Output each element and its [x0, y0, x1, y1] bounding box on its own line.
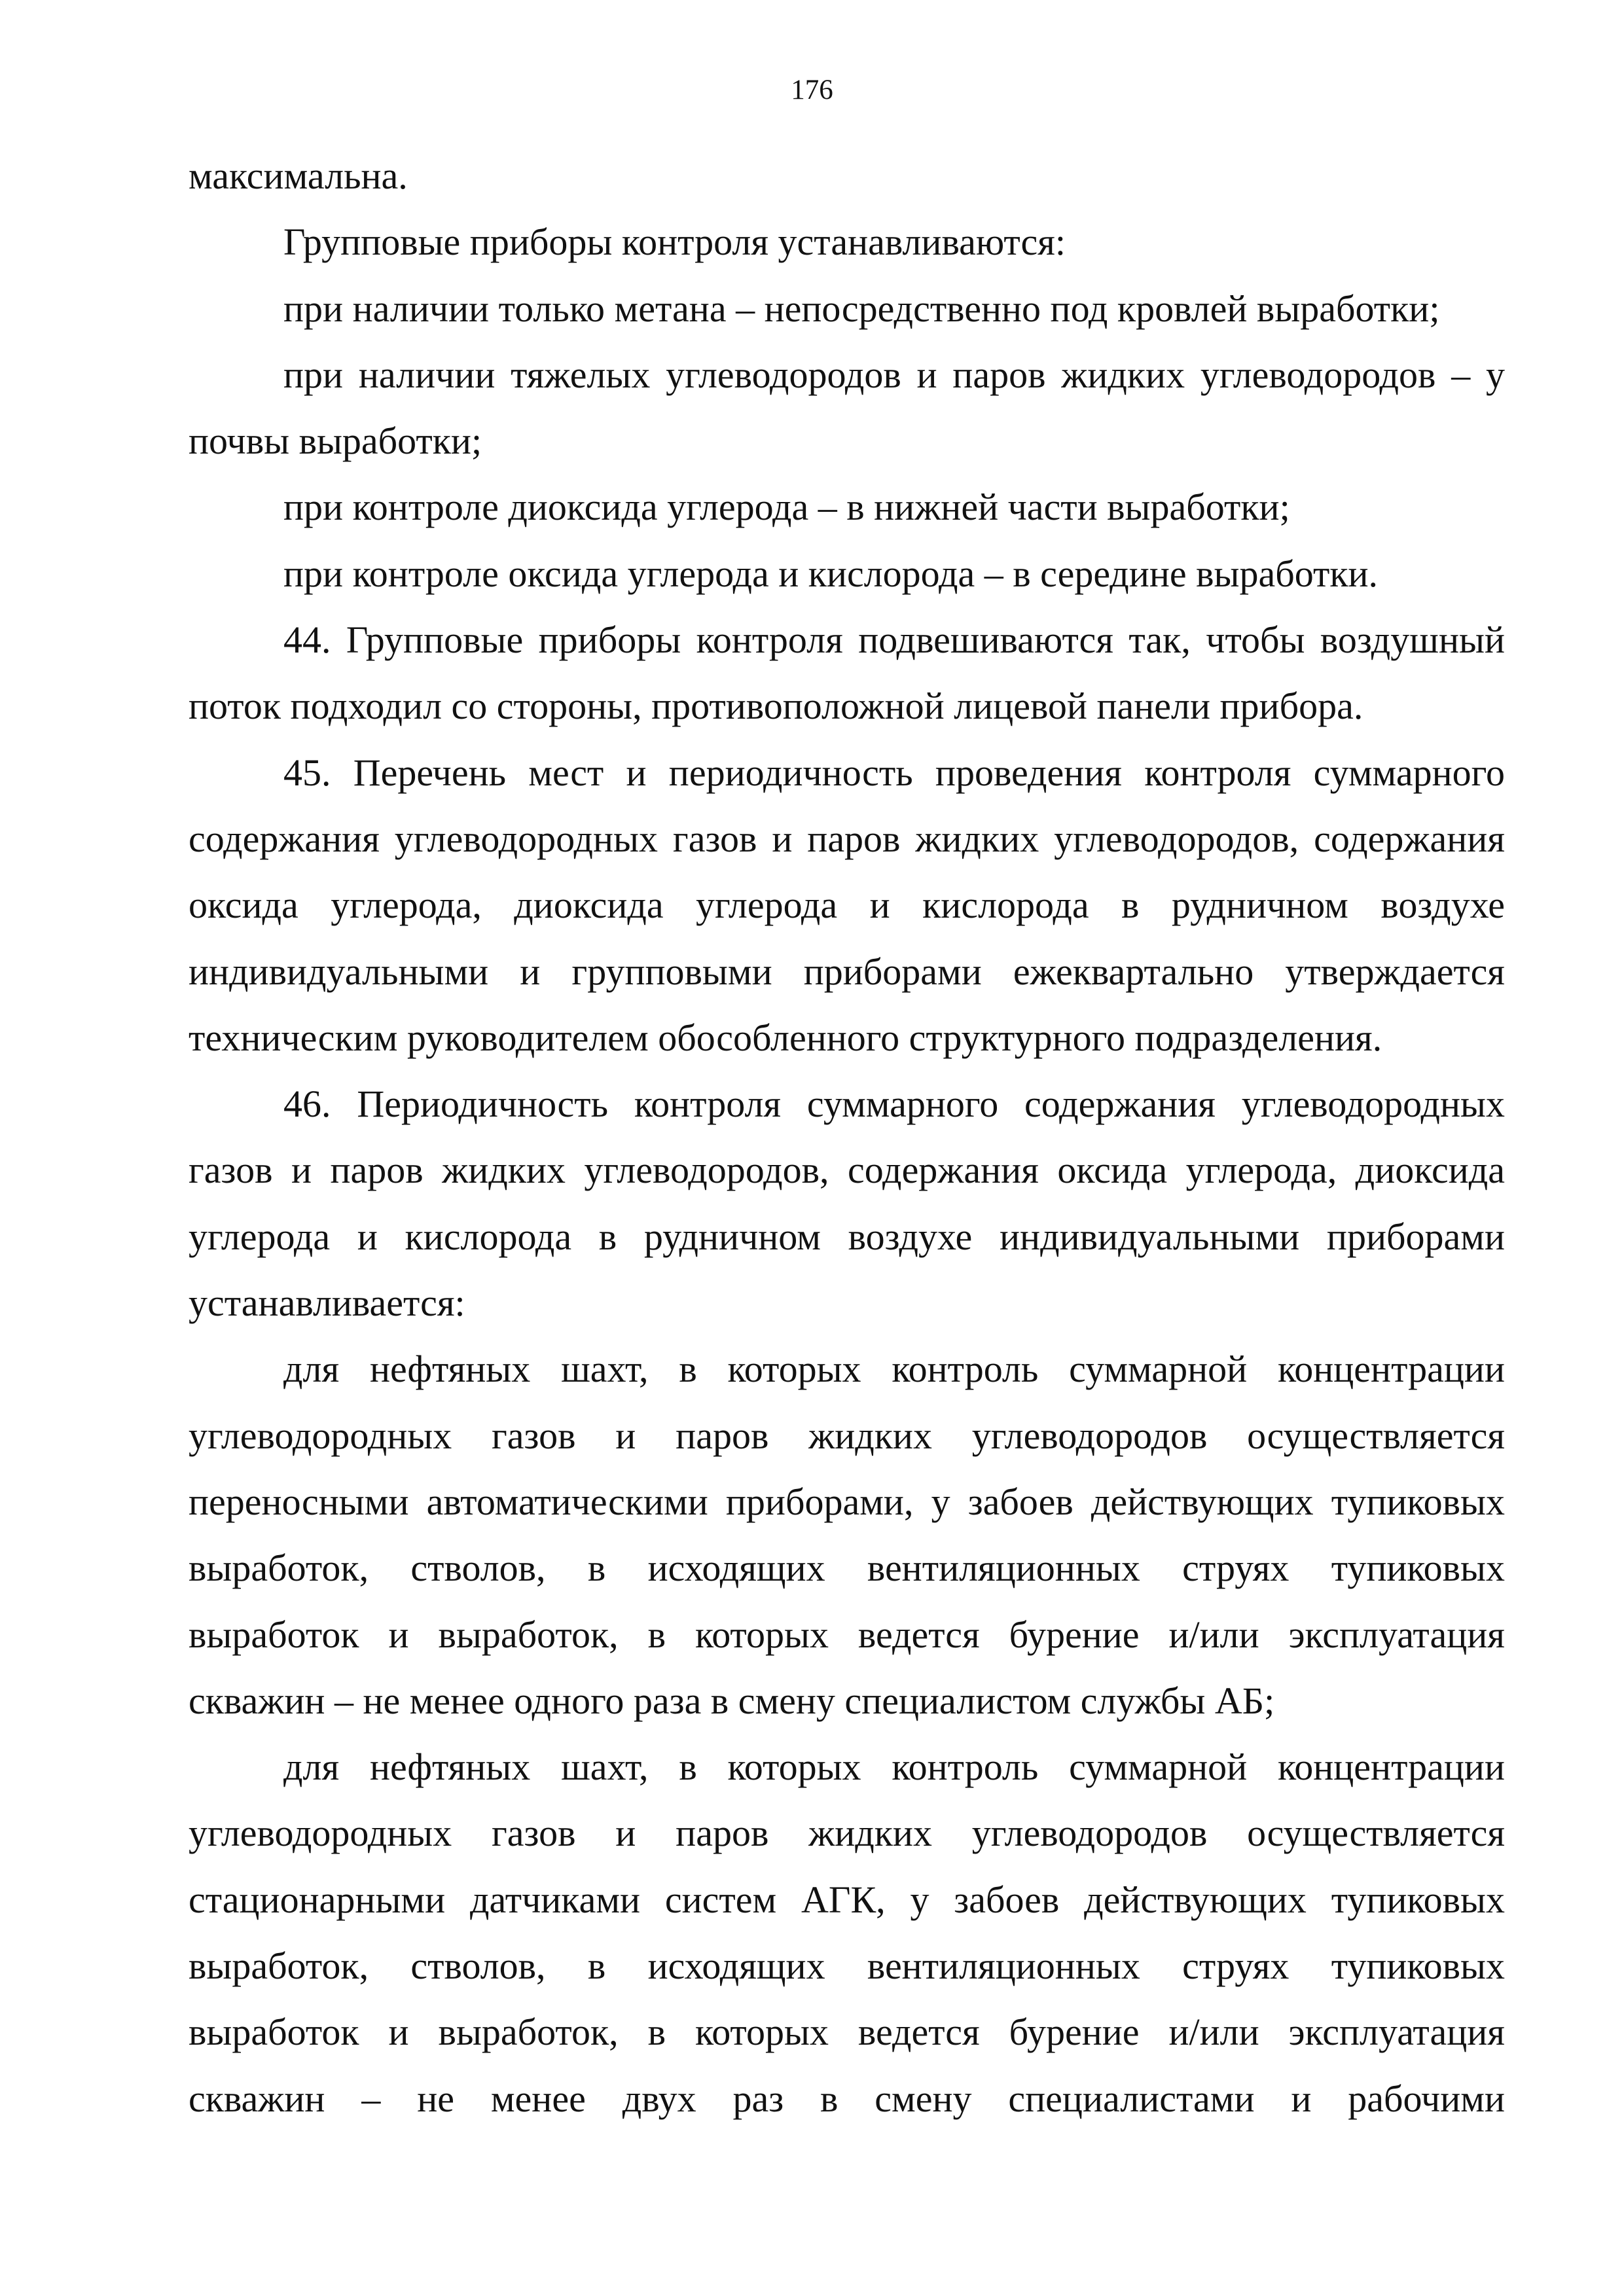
text-line: поток подходил со стороны, противоположной лицевой панели прибора. [189, 685, 1363, 728]
text-line: углеводородных газов и паров жидких углеводородов осуществляется [189, 1414, 1505, 1457]
text-line: выработок и выработок, в которых ведется бурение и/или эксплуатация [189, 2011, 1505, 2054]
text-line: выработок, стволов, в исходящих вентиляционных струях тупиковых [189, 1945, 1505, 1988]
text-line: выработок и выработок, в которых ведется бурение и/или эксплуатация [189, 1613, 1505, 1656]
text-line: максимальна. [189, 154, 408, 197]
text-line: скважин – не менее одного раза в смену специалистом службы АБ; [189, 1679, 1275, 1722]
text-line: углеводородных газов и паров жидких углеводородов осуществляется [189, 1812, 1505, 1855]
text-line: почвы выработки; [189, 420, 482, 463]
text-line: содержания углеводородных газов и паров жидких углеводородов, содержания [189, 817, 1505, 860]
text-line: 46. Периодичность контроля суммарного содержания углеводородных [283, 1083, 1505, 1126]
text-line: 44. Групповые приборы контроля подвешиваются так, чтобы воздушный [283, 619, 1505, 662]
text-line: газов и паров жидких углеводородов, содержания оксида углерода, диоксида [189, 1149, 1505, 1192]
body-text [189, 143, 1505, 2132]
page-number: 176 [791, 75, 833, 105]
text-line: при наличии только метана – непосредственно под кровлей выработки; [283, 287, 1440, 330]
text-line: устанавливается: [189, 1282, 465, 1325]
text-line: индивидуальными и групповыми приборами ежеквартально утверждается [189, 950, 1505, 993]
text-line: при контроле оксида углерода и кислорода – в середине выработки. [283, 552, 1379, 595]
text-line: техническим руководителем обособленного структурного подразделения. [189, 1016, 1382, 1059]
text-line: углерода и кислорода в рудничном воздухе индивидуальными приборами [189, 1215, 1505, 1258]
text-line: для нефтяных шахт, в которых контроль суммарной концентрации [283, 1348, 1505, 1391]
text-line: 45. Перечень мест и периодичность проведения контроля суммарного [283, 751, 1505, 794]
text-line: переносными автоматическими приборами, у забоев действующих тупиковых [189, 1480, 1505, 1523]
text-line: стационарными датчиками систем АГК, у забоев действующих тупиковых [189, 1878, 1505, 1921]
text-line: оксида углерода, диоксида углерода и кислорода в рудничном воздухе [189, 884, 1505, 927]
text-line: при контроле диоксида углерода – в нижней части выработки; [283, 486, 1290, 529]
text-line: выработок, стволов, в исходящих вентиляционных струях тупиковых [189, 1547, 1505, 1590]
text-line: Групповые приборы контроля устанавливаются: [283, 221, 1066, 264]
text-line: при наличии тяжелых углеводородов и паров жидких углеводородов – у [283, 353, 1505, 396]
text-line: для нефтяных шахт, в которых контроль суммарной концентрации [283, 1746, 1505, 1789]
text-line: скважин – не менее двух раз в смену специалистами и рабочими [189, 2077, 1505, 2120]
